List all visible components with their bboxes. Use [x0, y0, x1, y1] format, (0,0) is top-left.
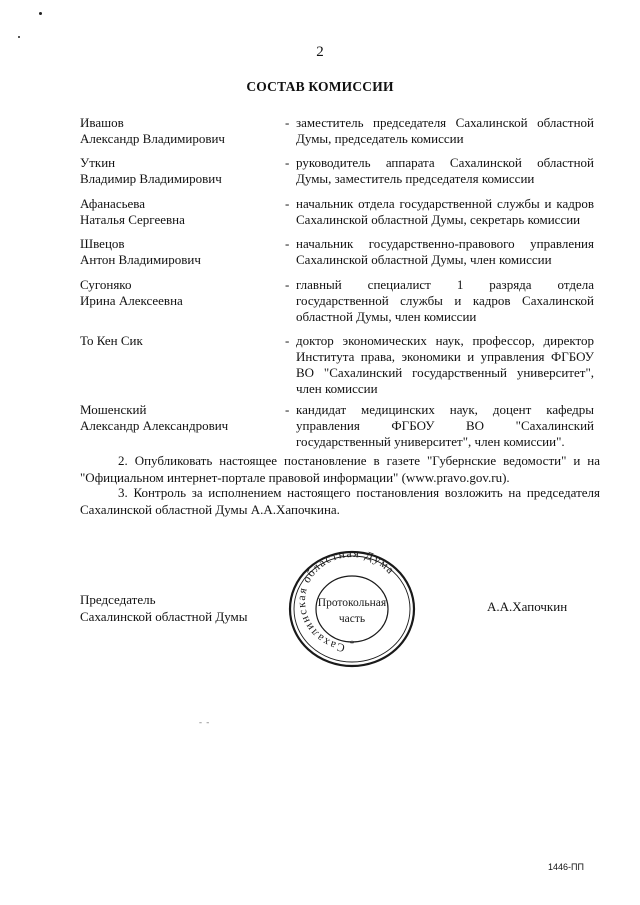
scan-mark: - -: [199, 717, 211, 727]
member-given-names: Наталья Сергеевна: [80, 212, 185, 227]
member-given-names: Владимир Владимирович: [80, 171, 222, 186]
member-dash: -: [285, 196, 290, 211]
paragraph-publication-text: 2. Опубликовать настоящее постановление в газете "Губернские ведомости" и на "Официальном интернет-портале правовой информации" (www.pravo.gov.ru).: [80, 453, 600, 485]
member-given-names: Ирина Алексеевна: [80, 293, 183, 308]
scan-speck: [39, 12, 42, 15]
member-dash: -: [285, 277, 290, 292]
paragraph-publication: [80, 453, 600, 486]
member-surname: Швецов: [80, 236, 125, 251]
paragraph-control: [80, 485, 600, 518]
member-surname: То Кен Сик: [80, 333, 143, 348]
member-role: кандидат медицинских наук, доцент кафедры управления ФГБОУ ВО "Сахалинский государственный университет", член комиссии".: [296, 402, 594, 449]
member-surname: Мошенский: [80, 402, 147, 417]
member-name: [80, 402, 280, 434]
member-surname: Уткин: [80, 155, 116, 170]
member-surname: Сугоняко: [80, 277, 132, 292]
member-name: [80, 115, 280, 147]
signatory-position-line1: Председатель: [80, 592, 156, 607]
member-role: начальник государственно-правового управления Сахалинской областной Думы, член комиссии: [296, 236, 594, 267]
seal-center-line2: часть: [338, 613, 366, 625]
member-row: [80, 402, 600, 450]
member-row: [80, 333, 600, 397]
member-given-names: Антон Владимирович: [80, 252, 201, 267]
member-name: [80, 277, 280, 309]
scan-speck: [18, 36, 20, 38]
member-row: [80, 155, 600, 187]
member-role: заместитель председателя Сахалинской областной Думы, председатель комиссии: [296, 115, 594, 146]
signatory-position: [80, 592, 248, 625]
member-name: [80, 155, 280, 187]
member-row: [80, 115, 600, 147]
page-title: СОСТАВ КОМИССИИ: [246, 79, 394, 94]
seal-ring-textpath: Сахалинская областная Дума: [295, 549, 397, 654]
member-surname: Ивашов: [80, 115, 124, 130]
paragraph-control-text: 3. Контроль за исполнением настоящего постановления возложить на председателя Сахалинской областной Думы А.А.Хапочкина.: [80, 485, 600, 517]
member-dash: -: [285, 155, 290, 170]
member-row: [80, 196, 600, 228]
member-surname: Афанасьева: [80, 196, 146, 211]
official-seal: [287, 549, 417, 669]
member-given-names: Александр Александрович: [80, 418, 229, 433]
signatory-name: А.А.Хапочкин: [487, 599, 568, 614]
member-role: начальник отдела государственной службы и кадров Сахалинской областной Думы, секретарь комиссии: [296, 196, 594, 227]
member-row: [80, 277, 600, 325]
document-code: 1446-ПП: [548, 862, 584, 872]
member-dash: -: [285, 402, 290, 417]
member-name: [80, 333, 280, 349]
seal-graphic: [287, 549, 417, 669]
member-dash: -: [285, 236, 290, 251]
seal-star-icon: *: [349, 639, 355, 649]
member-dash: -: [285, 333, 290, 348]
member-role: главный специалист 1 разряда отдела государственной службы и кадров Сахалинской областной Думы, член комиссии: [296, 277, 594, 324]
seal-center-line1: Протокольная: [317, 597, 387, 609]
member-name: [80, 236, 280, 268]
page-number: 2: [316, 44, 324, 60]
member-row: [80, 236, 600, 268]
member-name: [80, 196, 280, 228]
member-role: доктор экономических наук, профессор, директор Института права, экономики и управления ФГБОУ ВО "Сахалинский государственный университет", член комиссии: [296, 333, 594, 396]
member-role: руководитель аппарата Сахалинской областной Думы, заместитель председателя комиссии: [296, 155, 594, 186]
member-given-names: Александр Владимирович: [80, 131, 225, 146]
signatory-position-line2: Сахалинской областной Думы: [80, 608, 248, 624]
member-dash: -: [285, 115, 290, 130]
